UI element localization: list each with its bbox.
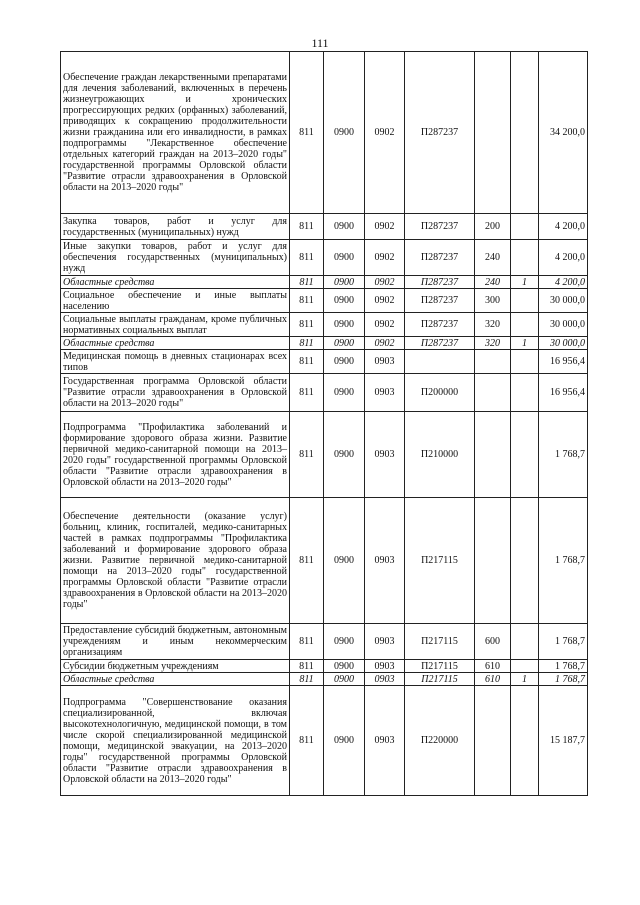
target-article-code: П287237 xyxy=(405,214,475,240)
ministry-code: 811 xyxy=(290,214,324,240)
row-description: Медицинская помощь в дневных стационарах всех типов xyxy=(61,350,290,374)
target-article-code: П200000 xyxy=(405,374,475,412)
row-description: Предоставление субсидий бюджетным, автономным учреждениям и иным некоммерческим организациям xyxy=(61,624,290,660)
expense-type-code: 320 xyxy=(475,337,511,350)
target-article-code: П287237 xyxy=(405,313,475,337)
row-description: Субсидии бюджетным учреждениям xyxy=(61,660,290,673)
table-row xyxy=(61,350,588,374)
target-article-code: П217115 xyxy=(405,624,475,660)
amount-value: 1 768,7 xyxy=(539,498,588,624)
ministry-code: 811 xyxy=(290,276,324,289)
subsection-code: 0903 xyxy=(365,412,405,498)
expense-type-code: 320 xyxy=(475,313,511,337)
regional-funds-row xyxy=(61,673,588,686)
table-row xyxy=(61,374,588,412)
table-row xyxy=(61,52,588,214)
expense-type-code: 240 xyxy=(475,240,511,276)
expense-type-code: 240 xyxy=(475,276,511,289)
table-row xyxy=(61,313,588,337)
section-code: 0900 xyxy=(324,337,365,350)
amount-value: 4 200,0 xyxy=(539,214,588,240)
ministry-code: 811 xyxy=(290,240,324,276)
amount-value: 1 768,7 xyxy=(539,660,588,673)
row-description: Обеспечение граждан лекарственными препаратами для лечения заболеваний, включенных в перечень жизнеугрожающих и хронических прогрессирующих редких (орфанных) заболеваний, приводящих к сокращению продолжительности жизни гражданина или его инвалидности, в рамках подпрограммы "Лекарственное обеспечение отдельных категорий граждан на 2013–2020 годы" государственной программы Орловской области "Развитие отрасли здравоохранения в Орловской области на 2013–2020 годы" xyxy=(61,52,290,214)
funding-source-code: 1 xyxy=(511,276,539,289)
expense-type-code: 200 xyxy=(475,214,511,240)
funding-source-code: 1 xyxy=(511,673,539,686)
ministry-code: 811 xyxy=(290,313,324,337)
funding-source-code: 1 xyxy=(511,337,539,350)
section-code: 0900 xyxy=(324,313,365,337)
subsection-code: 0903 xyxy=(365,498,405,624)
section-code: 0900 xyxy=(324,276,365,289)
ministry-code: 811 xyxy=(290,624,324,660)
budget-table xyxy=(60,51,588,796)
subsection-code: 0902 xyxy=(365,52,405,214)
row-description: Закупка товаров, работ и услуг для государственных (муниципальных) нужд xyxy=(61,214,290,240)
section-code: 0900 xyxy=(324,52,365,214)
subsection-code: 0903 xyxy=(365,624,405,660)
amount-value: 16 956,4 xyxy=(539,374,588,412)
subsection-code: 0903 xyxy=(365,660,405,673)
expense-type-code: 300 xyxy=(475,289,511,313)
funding-source-code xyxy=(511,214,539,240)
section-code: 0900 xyxy=(324,498,365,624)
section-code: 0900 xyxy=(324,412,365,498)
funding-source-code xyxy=(511,498,539,624)
expense-type-code: 610 xyxy=(475,673,511,686)
expense-type-code xyxy=(475,350,511,374)
amount-value: 30 000,0 xyxy=(539,337,588,350)
funding-source-code xyxy=(511,240,539,276)
row-description: Социальное обеспечение и иные выплаты населению xyxy=(61,289,290,313)
amount-value: 15 187,7 xyxy=(539,686,588,796)
target-article-code: П217115 xyxy=(405,498,475,624)
subsection-code: 0903 xyxy=(365,350,405,374)
funding-source-code xyxy=(511,313,539,337)
amount-value: 1 768,7 xyxy=(539,673,588,686)
funding-source-code xyxy=(511,374,539,412)
section-code: 0900 xyxy=(324,624,365,660)
subsection-code: 0902 xyxy=(365,276,405,289)
row-description: Социальные выплаты гражданам, кроме публичных нормативных социальных выплат xyxy=(61,313,290,337)
subsection-code: 0903 xyxy=(365,673,405,686)
section-code: 0900 xyxy=(324,660,365,673)
amount-value: 4 200,0 xyxy=(539,240,588,276)
ministry-code: 811 xyxy=(290,498,324,624)
funding-source-code xyxy=(511,660,539,673)
amount-value: 30 000,0 xyxy=(539,313,588,337)
section-code: 0900 xyxy=(324,214,365,240)
ministry-code: 811 xyxy=(290,52,324,214)
target-article-code: П217115 xyxy=(405,673,475,686)
row-description: Подпрограмма "Совершенствование оказания специализированной, включая высокотехнологичную, медицинской помощи, в том числе скорой специализированной медицинской помощи, медицинской эвакуации, на 2013–2020 годы" государственной программы Орловской области "Развитие отрасли здравоохранения в Орловской области на 2013–2020 годы" xyxy=(61,686,290,796)
regional-funds-row xyxy=(61,337,588,350)
table-row xyxy=(61,412,588,498)
amount-value: 1 768,7 xyxy=(539,624,588,660)
expense-type-code xyxy=(475,374,511,412)
expense-type-code xyxy=(475,52,511,214)
row-description: Областные средства xyxy=(61,276,290,289)
ministry-code: 811 xyxy=(290,412,324,498)
regional-funds-row xyxy=(61,276,588,289)
row-description: Государственная программа Орловской области "Развитие отрасли здравоохранения в Орловской области на 2013–2020 годы" xyxy=(61,374,290,412)
amount-value: 1 768,7 xyxy=(539,412,588,498)
subsection-code: 0902 xyxy=(365,313,405,337)
target-article-code: П217115 xyxy=(405,660,475,673)
target-article-code: П287237 xyxy=(405,337,475,350)
table-row xyxy=(61,214,588,240)
row-description: Иные закупки товаров, работ и услуг для обеспечения государственных (муниципальных) нужд xyxy=(61,240,290,276)
section-code: 0900 xyxy=(324,686,365,796)
amount-value: 30 000,0 xyxy=(539,289,588,313)
expense-type-code xyxy=(475,498,511,624)
amount-value: 34 200,0 xyxy=(539,52,588,214)
table-row xyxy=(61,498,588,624)
funding-source-code xyxy=(511,52,539,214)
section-code: 0900 xyxy=(324,374,365,412)
funding-source-code xyxy=(511,350,539,374)
target-article-code: П210000 xyxy=(405,412,475,498)
subsection-code: 0903 xyxy=(365,374,405,412)
row-description: Областные средства xyxy=(61,337,290,350)
subsection-code: 0902 xyxy=(365,240,405,276)
expense-type-code: 600 xyxy=(475,624,511,660)
funding-source-code xyxy=(511,686,539,796)
target-article-code: П220000 xyxy=(405,686,475,796)
table-row xyxy=(61,289,588,313)
target-article-code xyxy=(405,350,475,374)
amount-value: 4 200,0 xyxy=(539,276,588,289)
subsection-code: 0902 xyxy=(365,337,405,350)
table-row xyxy=(61,240,588,276)
funding-source-code xyxy=(511,624,539,660)
expense-type-code xyxy=(475,412,511,498)
budget-table-body xyxy=(61,52,588,796)
target-article-code: П287237 xyxy=(405,52,475,214)
row-description: Обеспечение деятельности (оказание услуг) больниц, клиник, госпиталей, медико-санитарных частей в рамках подпрограммы "Профилактика заболеваний и формирование здорового образа жизни. Развитие первичной медико-санитарной помощи на 2013–2020 годы" государственной программы Орловской области "Развитие отрасли здравоохранения в Орловской области на 2013–2020 годы" xyxy=(61,498,290,624)
page-number: 111 xyxy=(311,36,329,50)
table-row xyxy=(61,660,588,673)
section-code: 0900 xyxy=(324,240,365,276)
ministry-code: 811 xyxy=(290,337,324,350)
funding-source-code xyxy=(511,412,539,498)
section-code: 0900 xyxy=(324,673,365,686)
row-description: Подпрограмма "Профилактика заболеваний и формирование здорового образа жизни. Развитие первичной медико-санитарной помощи на 2013–2020 годы" государственной программы Орловской области "Развитие отрасли здравоохранения в Орловской области на 2013–2020 годы" xyxy=(61,412,290,498)
row-description: Областные средства xyxy=(61,673,290,686)
amount-value: 16 956,4 xyxy=(539,350,588,374)
table-row xyxy=(61,686,588,796)
ministry-code: 811 xyxy=(290,374,324,412)
expense-type-code xyxy=(475,686,511,796)
ministry-code: 811 xyxy=(290,350,324,374)
target-article-code: П287237 xyxy=(405,240,475,276)
ministry-code: 811 xyxy=(290,673,324,686)
ministry-code: 811 xyxy=(290,289,324,313)
expense-type-code: 610 xyxy=(475,660,511,673)
ministry-code: 811 xyxy=(290,686,324,796)
subsection-code: 0902 xyxy=(365,214,405,240)
target-article-code: П287237 xyxy=(405,289,475,313)
target-article-code: П287237 xyxy=(405,276,475,289)
section-code: 0900 xyxy=(324,350,365,374)
subsection-code: 0903 xyxy=(365,686,405,796)
table-row xyxy=(61,624,588,660)
ministry-code: 811 xyxy=(290,660,324,673)
funding-source-code xyxy=(511,289,539,313)
subsection-code: 0902 xyxy=(365,289,405,313)
section-code: 0900 xyxy=(324,289,365,313)
